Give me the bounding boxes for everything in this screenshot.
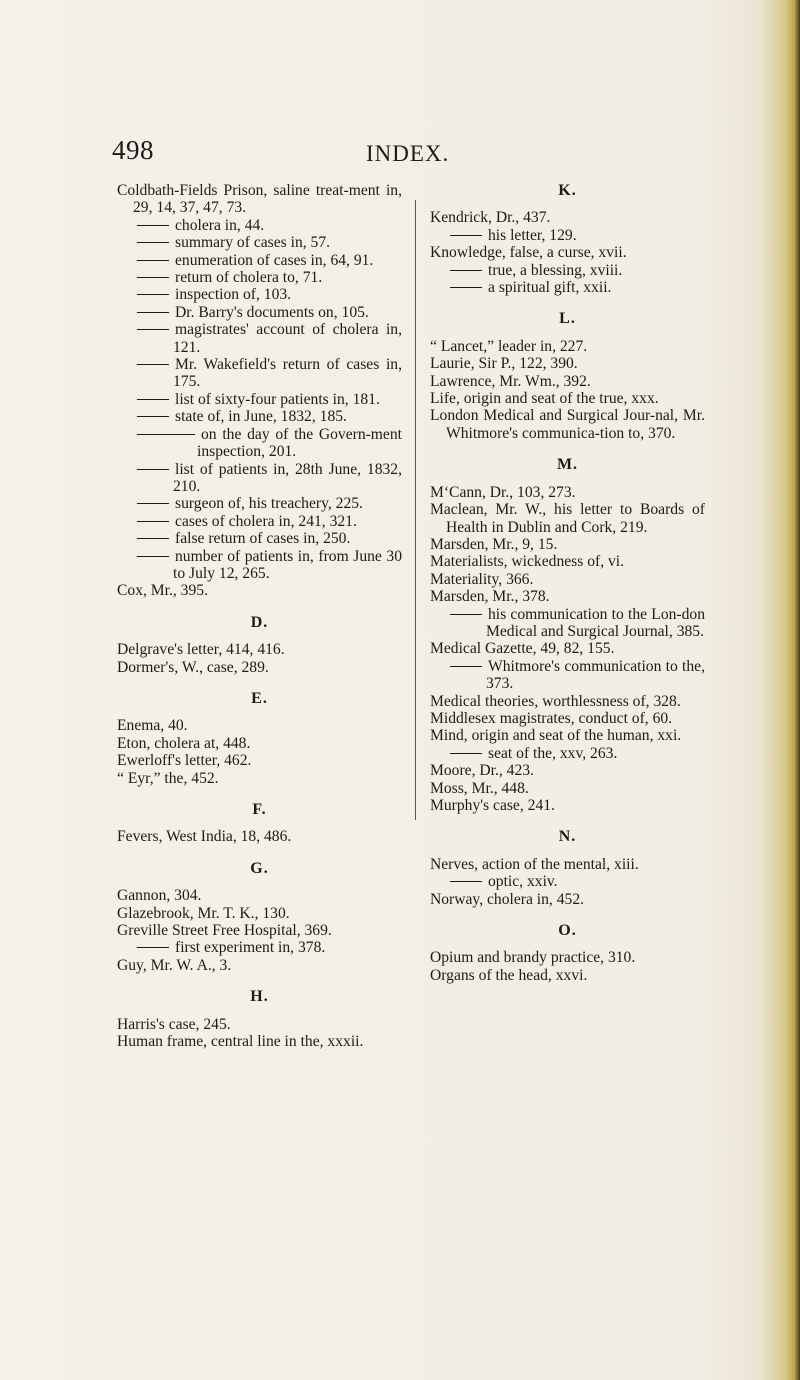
index-subentry: on the day of the Govern-ment inspection, 201. bbox=[117, 426, 402, 461]
index-subentry: his communication to the Lon-don Medical and Surgical Journal, 385. bbox=[430, 606, 705, 641]
section-letter-e: E. bbox=[251, 689, 268, 707]
index-entry: Murphy's case, 241. bbox=[430, 797, 555, 814]
index-entry: Marsden, Mr., 9, 15. bbox=[430, 535, 558, 553]
index-entry: Opium and brandy practice, 310. bbox=[430, 949, 636, 967]
section-letter-o: O. bbox=[558, 922, 577, 940]
index-entry: London Medical and Surgical Jour-nal, Mr. Whitmore's communica-tion to, 370. bbox=[430, 407, 705, 442]
index-entry: Guy, Mr. W. A., 3. bbox=[117, 956, 232, 974]
index-entry: Kendrick, Dr., 437. bbox=[430, 209, 551, 227]
index-entry: Harris's case, 245. bbox=[117, 1015, 231, 1033]
index-entry: Eton, cholera at, 448. bbox=[117, 734, 251, 752]
index-subentry: list of patients in, 28th June, 1832, 210. bbox=[117, 461, 402, 496]
index-entry: Life, origin and seat of the true, xxx. bbox=[430, 390, 659, 408]
page-header bbox=[0, 135, 800, 175]
left-column bbox=[117, 182, 402, 1050]
index-subentry: state of, in June, 1832, 185. bbox=[117, 408, 402, 425]
index-entry: Cox, Mr., 395. bbox=[117, 582, 208, 600]
index-entry: Dormer's, W., case, 289. bbox=[117, 658, 269, 676]
dash-rule bbox=[137, 312, 169, 313]
index-entry: Gannon, 304. bbox=[117, 887, 202, 905]
page-edge bbox=[786, 0, 800, 1380]
index-subentry: cases of cholera in, 241, 321. bbox=[117, 513, 402, 530]
index-entry: Norway, cholera in, 452. bbox=[430, 890, 585, 908]
dash-rule bbox=[450, 666, 482, 667]
index-subentry: enumeration of cases in, 64, 91. bbox=[117, 252, 402, 269]
index-subentry: Mr. Wakefield's return of cases in, 175. bbox=[117, 356, 402, 391]
index-subentry: optic, xxiv. bbox=[430, 873, 705, 890]
section-letter-l: L. bbox=[559, 310, 576, 328]
index-entry: Ewerloff's letter, 462. bbox=[117, 752, 252, 770]
dash-rule bbox=[450, 235, 482, 236]
index-subentry: a spiritual gift, xxii. bbox=[430, 279, 705, 296]
dash-rule bbox=[137, 469, 169, 470]
dash-rule bbox=[450, 881, 482, 882]
index-entry: Human frame, central line in the, xxxii. bbox=[117, 1033, 364, 1051]
section-letter-g: G. bbox=[250, 859, 269, 877]
dash-rule bbox=[137, 538, 169, 539]
index-subentry: cholera in, 44. bbox=[117, 217, 402, 234]
index-entry: Middlesex magistrates, conduct of, 60. bbox=[430, 709, 673, 727]
running-head: INDEX. bbox=[366, 141, 450, 166]
index-entry: Materiality, 366. bbox=[430, 570, 534, 588]
dash-rule bbox=[450, 614, 482, 615]
column-divider bbox=[415, 200, 416, 820]
index-entry: Nerves, action of the mental, xiii. bbox=[430, 855, 639, 873]
index-subentry: magistrates' account of cholera in, 121. bbox=[117, 321, 402, 356]
index-subentry: surgeon of, his treachery, 225. bbox=[117, 495, 402, 512]
dash-rule bbox=[137, 416, 169, 417]
index-subentry: false return of cases in, 250. bbox=[117, 530, 402, 547]
dash-rule bbox=[450, 753, 482, 754]
index-entry: Materialists, wickedness of, vi. bbox=[430, 553, 625, 571]
index-entry: Medical Gazette, 49, 82, 155. bbox=[430, 640, 615, 658]
index-subentry: Whitmore's communication to the, 373. bbox=[430, 658, 705, 693]
dash-rule bbox=[450, 270, 482, 271]
index-entry: M‘Cann, Dr., 103, 273. bbox=[430, 483, 576, 501]
index-entry: Lawrence, Mr. Wm., 392. bbox=[430, 372, 591, 390]
dash-rule bbox=[137, 329, 169, 330]
index-subentry: true, a blessing, xviii. bbox=[430, 262, 705, 279]
index-entry: Coldbath-Fields Prison, saline treat-ment in, 29, 14, 37, 47, 73. bbox=[117, 182, 402, 217]
section-letter-n: N. bbox=[558, 828, 577, 846]
index-entry: Greville Street Free Hospital, 369. bbox=[117, 922, 332, 940]
dash-rule bbox=[137, 947, 169, 948]
index-subentry: return of cholera to, 71. bbox=[117, 269, 402, 286]
index-entry: Delgrave's letter, 414, 416. bbox=[117, 641, 285, 659]
index-subentry: list of sixty-four patients in, 181. bbox=[117, 391, 402, 408]
index-subentry: Dr. Barry's documents on, 105. bbox=[117, 304, 402, 321]
index-subentry: his letter, 129. bbox=[430, 227, 705, 244]
page-number: 498 bbox=[112, 135, 154, 165]
index-entry: Moore, Dr., 423. bbox=[430, 762, 534, 780]
dash-rule bbox=[137, 260, 169, 261]
index-entry: “ Eyr,” the, 452. bbox=[117, 769, 219, 787]
right-column bbox=[430, 182, 705, 984]
index-entry: Mind, origin and seat of the human, xxi. bbox=[430, 727, 682, 745]
index-entry: Glazebrook, Mr. T. K., 130. bbox=[117, 904, 290, 922]
section-letter-h: H. bbox=[250, 988, 269, 1006]
index-entry: Knowledge, false, a curse, xvii. bbox=[430, 244, 627, 262]
index-entry: Moss, Mr., 448. bbox=[430, 779, 529, 797]
index-entry: Organs of the head, xxvi. bbox=[430, 966, 588, 984]
section-letter-d: D. bbox=[250, 613, 269, 631]
dash-rule bbox=[137, 521, 169, 522]
dash-rule bbox=[137, 294, 169, 295]
section-letter-k: K. bbox=[558, 182, 577, 199]
index-entry: Marsden, Mr., 378. bbox=[430, 588, 550, 606]
index-subentry: summary of cases in, 57. bbox=[117, 234, 402, 251]
section-letter-m: M. bbox=[556, 456, 579, 474]
index-subentry: seat of the, xxv, 263. bbox=[430, 745, 705, 762]
dash-rule bbox=[137, 225, 169, 226]
index-entry: “ Lancet,” leader in, 227. bbox=[430, 337, 588, 355]
dash-rule bbox=[137, 364, 169, 365]
dash-rule bbox=[137, 434, 195, 435]
section-letter-f: F. bbox=[252, 801, 267, 818]
index-subentry: first experiment in, 378. bbox=[117, 939, 402, 956]
index-entry: Enema, 40. bbox=[117, 717, 188, 735]
dash-rule bbox=[137, 503, 169, 504]
dash-rule bbox=[137, 556, 169, 557]
index-entry: Medical theories, worthlessness of, 328. bbox=[430, 692, 681, 710]
index-subentry: inspection of, 103. bbox=[117, 286, 402, 303]
dash-rule bbox=[137, 242, 169, 243]
index-entry: Laurie, Sir P., 122, 390. bbox=[430, 355, 578, 373]
index-entry: Maclean, Mr. W., his letter to Boards of Health in Dublin and Cork, 219. bbox=[430, 501, 705, 536]
index-subentry: number of patients in, from June 30 to July 12, 265. bbox=[117, 548, 402, 583]
index-entry: Fevers, West India, 18, 486. bbox=[117, 828, 292, 846]
dash-rule bbox=[137, 399, 169, 400]
dash-rule bbox=[450, 287, 482, 288]
dash-rule bbox=[137, 277, 169, 278]
